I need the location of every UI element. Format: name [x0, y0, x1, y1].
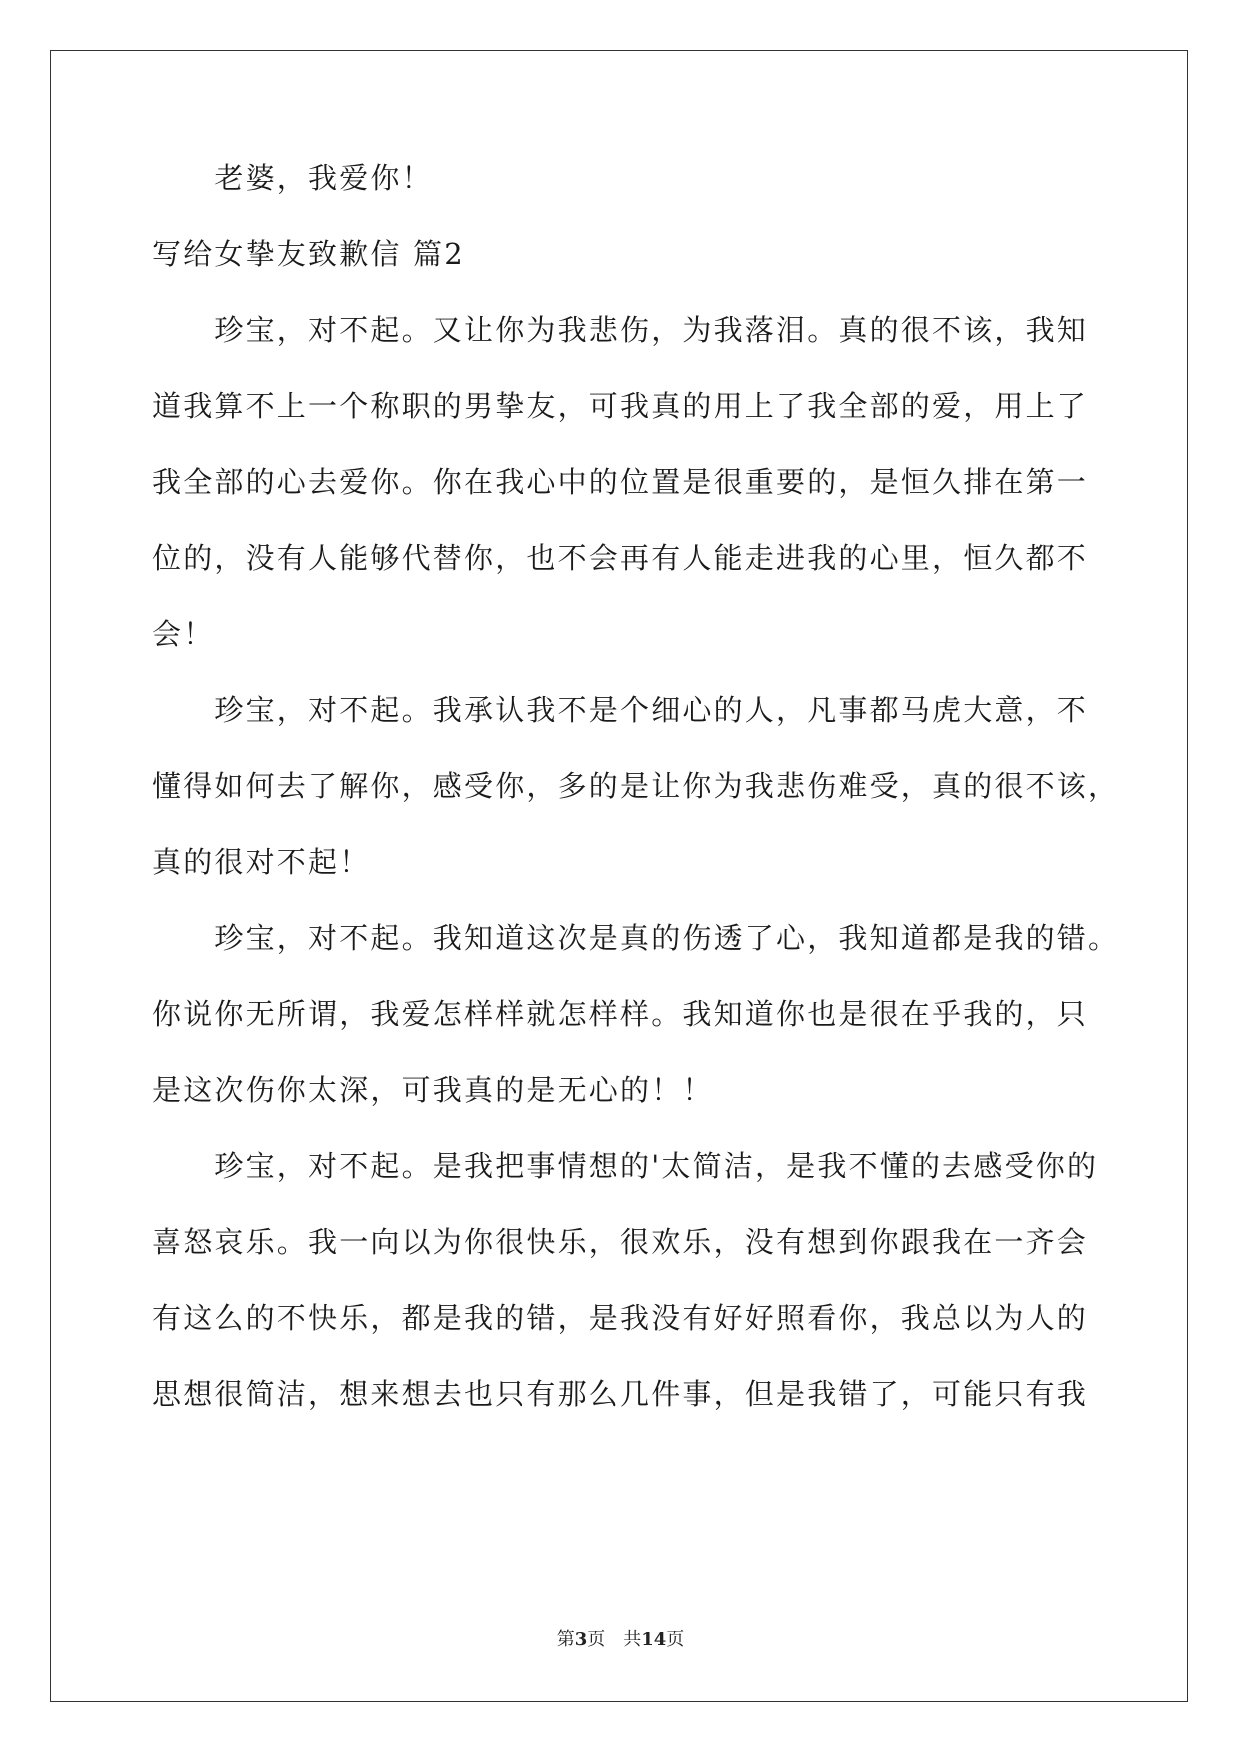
- total-prefix: 共: [623, 1629, 642, 1650]
- text-line: 珍宝，对不起。我知道这次是真的伤透了心，我知道都是我的错。: [152, 921, 1120, 955]
- text-line: 我全部的心去爱你。你在我心中的位置是很重要的，是恒久排在第一: [152, 465, 1089, 499]
- text-line: 懂得如何去了解你，感受你，多的是让你为我悲伤难受，真的很不该，: [152, 769, 1120, 803]
- text-line: 真的很对不起！: [152, 845, 371, 879]
- text-line: 是这次伤你太深，可我真的是无心的！！: [152, 1073, 714, 1107]
- total-pages: 14: [641, 1629, 667, 1650]
- page-footer: [0, 1628, 1241, 1652]
- text-line: 老婆，我爱你！: [152, 161, 433, 195]
- section-heading: 写给女挚友致歉信 篇2: [152, 237, 465, 271]
- page-number: 3: [574, 1629, 588, 1650]
- total-suffix: 页: [666, 1629, 685, 1650]
- text-line: 珍宝，对不起。我承认我不是个细心的人，凡事都马虎大意，不: [152, 693, 1089, 727]
- text-line: 你说你无所谓，我爱怎样样就怎样样。我知道你也是很在乎我的，只: [152, 997, 1089, 1031]
- text-line: 喜怒哀乐。我一向以为你很快乐，很欢乐，没有想到你跟我在一齐会: [152, 1225, 1089, 1259]
- text-line: 珍宝，对不起。是我把事情想的'太简洁，是我不懂的去感受你的: [152, 1149, 1099, 1183]
- page-prefix: 第: [556, 1629, 575, 1650]
- text-line: 有这么的不快乐，都是我的错，是我没有好好照看你，我总以为人的: [152, 1301, 1089, 1335]
- text-line: 珍宝，对不起。又让你为我悲伤，为我落泪。真的很不该，我知: [152, 313, 1089, 347]
- text-line: 位的，没有人能够代替你，也不会再有人能走进我的心里，恒久都不: [152, 541, 1089, 575]
- text-line: 思想很简洁，想来想去也只有那么几件事，但是我错了，可能只有我: [152, 1377, 1089, 1411]
- text-line: 道我算不上一个称职的男挚友，可我真的用上了我全部的爱，用上了: [152, 389, 1089, 423]
- page-suffix: 页: [587, 1629, 606, 1650]
- text-line: 会！: [152, 617, 215, 651]
